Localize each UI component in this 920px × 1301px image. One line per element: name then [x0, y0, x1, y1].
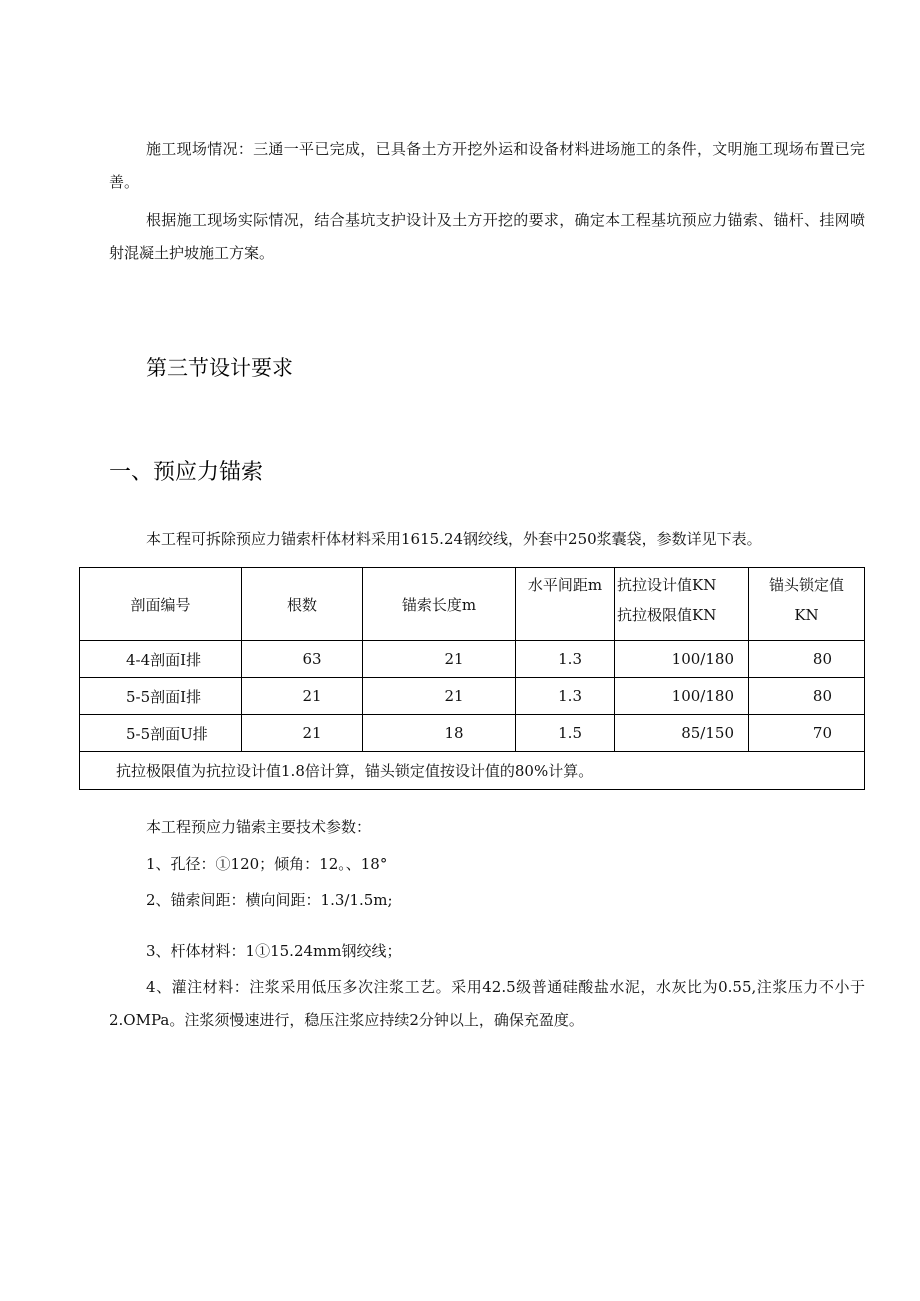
header-spacing: 水平间距m	[516, 568, 615, 641]
cell-load: 85/150	[615, 715, 749, 752]
table-footnote: 抗拉极限值为抗拉设计值1.8倍计算，锚头锁定值按设计值的80%计算。	[80, 752, 865, 790]
params-intro: 本工程预应力锚索主要技术参数：	[146, 818, 372, 836]
cell-count: 21	[242, 678, 363, 715]
table-row	[80, 678, 865, 715]
header-section: 剖面编号	[80, 568, 242, 641]
header-length: 锚索长度m	[363, 568, 516, 641]
table-footnote-row	[80, 752, 865, 790]
header-ultimate-load: 抗拉极限值KN	[617, 606, 717, 624]
header-design-load: 抗拉设计值KN	[617, 576, 717, 594]
site-condition-paragraph: 施工现场情况：三通一平已完成，已具备土方开挖外运和设备材料进场施工的条件，文明施工现场布置已完善。	[109, 140, 865, 191]
cell-load: 100/180	[615, 678, 749, 715]
table-row	[80, 715, 865, 752]
cell-spacing: 1.3	[516, 641, 615, 678]
table-header-row	[80, 568, 865, 641]
cell-count: 21	[242, 715, 363, 752]
cell-section: 5-5剖面I排	[80, 678, 242, 715]
param-item-4: 4、灌注材料：注浆采用低压多次注浆工艺。采用42.5级普通硅酸盐水泥，水灰比为0.55,注浆压力不小于2.OMPa。注浆须慢速进行，稳压注浆应持续2分钟以上，确保充盈度。	[109, 978, 865, 1029]
header-lock-line1: 锚头锁定值	[768, 576, 844, 594]
header-lock	[749, 568, 865, 641]
cell-count: 63	[242, 641, 363, 678]
cell-load: 100/180	[615, 641, 749, 678]
cell-spacing: 1.5	[516, 715, 615, 752]
param-item-3: 3、杆体材料：1①15.24mm钢绞线；	[146, 942, 402, 960]
header-count: 根数	[242, 568, 363, 641]
construction-basis-paragraph: 根据施工现场实际情况，结合基坑支护设计及土方开挖的要求，确定本工程基坑预应力锚索、锚杆、挂网喷射混凝土护坡施工方案。	[109, 211, 865, 262]
header-lock-line2: KN	[794, 606, 819, 624]
material-note: 本工程可拆除预应力锚索杆体材料采用1615.24钢绞线，外套中250浆囊袋，参数详见下表。	[146, 530, 762, 548]
param-item-2: 2、锚索间距：横向间距：1.3∕1.5m;	[146, 891, 393, 909]
subsection-title: 一、预应力锚索	[109, 460, 264, 485]
section-title: 第三节设计要求	[146, 356, 293, 380]
header-loads	[615, 568, 749, 641]
cell-length: 21	[363, 678, 516, 715]
cell-lock: 80	[749, 641, 865, 678]
cell-length: 18	[363, 715, 516, 752]
table-row	[80, 641, 865, 678]
cell-lock: 80	[749, 678, 865, 715]
anchor-parameter-table	[79, 567, 865, 790]
cell-lock: 70	[749, 715, 865, 752]
cell-spacing: 1.3	[516, 678, 615, 715]
cell-section: 5-5剖面U排	[80, 715, 242, 752]
cell-section: 4-4剖面I排	[80, 641, 242, 678]
param-item-1: 1、孔径：①120；倾角：12。、18°	[146, 855, 388, 873]
cell-length: 21	[363, 641, 516, 678]
